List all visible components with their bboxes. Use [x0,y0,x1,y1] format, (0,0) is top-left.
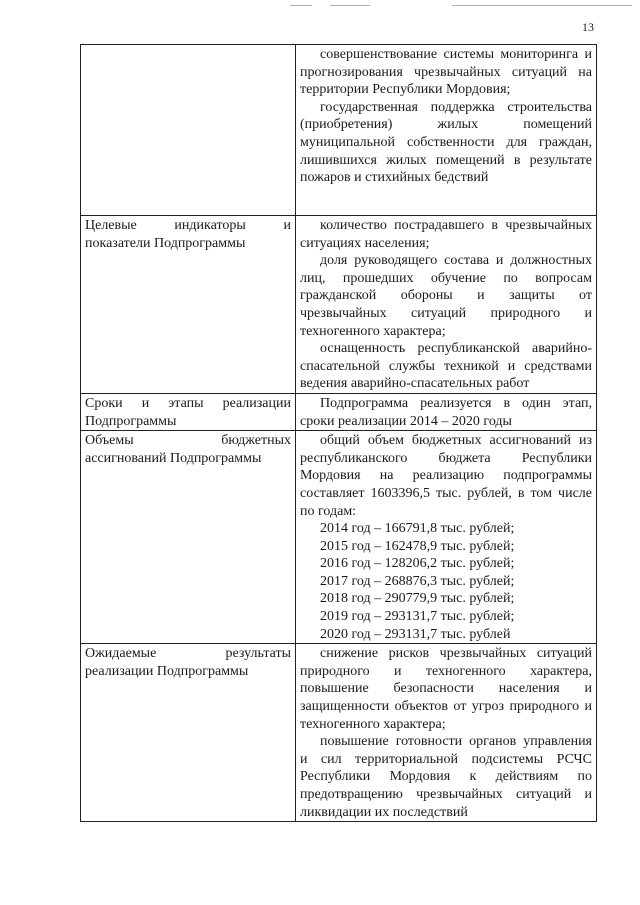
row-content [296,431,597,644]
row-label: Сроки и этапы реализации Подпрограммы [81,393,296,430]
page-number: 13 [582,20,594,34]
scan-artifact [330,5,370,6]
table-row [81,393,597,430]
content-paragraph: оснащенность республиканской аварийно-спасательной службы техникой и средствами ведения аварийно-спасательных работ [300,341,592,392]
content-paragraph: снижение рисков чрезвычайных ситуаций природного и техногенного характера, повышение безопасности населения и защищенности объектов от угроз природного и техногенного характера; [300,646,592,732]
content-paragraph: количество пострадавшего в чрезвычайных ситуациях населения; [300,218,592,251]
content-paragraph: Подпрограмма реализуется в один этап, сроки реализации 2014 – 2020 годы [300,395,592,429]
table-row [81,431,597,644]
scan-artifact [452,5,632,6]
funding-year-item: 2017 год – 268876,3 тыс. рублей; [320,573,515,589]
content-paragraph: государственная поддержка строительства (приобретения) жилых помещений муниципальной собственности для граждан, лишившихся жилых помещений в результате пожаров и стихийных бедствий [300,99,592,186]
row-content [296,393,597,430]
content-paragraph: повышение готовности органов управления и сил территориальной подсистемы РСЧС Республики Мордовия к действиям по предотвращению чрезвычайных ситуаций и ликвидации их последствий [300,734,592,820]
content-paragraph: общий объем бюджетных ассигнований из республиканского бюджета Республики Мордовия на реализацию подпрограммы составляет 1603396,5 тыс. рублей, в том числе по годам: [300,433,592,519]
row-content [296,216,597,394]
funding-by-year-list [320,520,592,643]
subprogram-passport-table [80,44,597,822]
content-paragraph: доля руководящего состава и должностных лиц, прошедших обучение по вопросам гражданской обороны и защиты от чрезвычайных ситуаций природного и техногенного характера; [300,253,592,339]
funding-year-item: 2018 год – 290779,9 тыс. рублей; [320,591,515,607]
content-paragraph: совершенствование системы мониторинга и прогнозирования чрезвычайных ситуаций на территории Республики Мордовия; [300,47,592,98]
funding-year-item: 2019 год – 293131,7 тыс. рублей; [320,609,515,625]
row-label [81,45,296,216]
table-row [81,644,597,822]
funding-year-item: 2015 год – 162478,9 тыс. рублей; [320,538,515,554]
row-label: Целевые индикаторы и показатели Подпрограммы [81,216,296,394]
funding-year-item: 2016 год – 128206,2 тыс. рублей; [320,556,515,572]
row-content [296,45,597,216]
table-row [81,45,597,216]
row-label: Объемы бюджетных ассигнований Подпрограммы [81,431,296,644]
table-row [81,216,597,394]
funding-year-item: 2014 год – 166791,8 тыс. рублей; [320,521,515,537]
funding-year-item: 2020 год – 293131,7 тыс. рублей [320,626,511,642]
scan-artifact [290,5,312,6]
row-label: Ожидаемые результаты реализации Подпрограммы [81,644,296,822]
row-content [296,644,597,822]
